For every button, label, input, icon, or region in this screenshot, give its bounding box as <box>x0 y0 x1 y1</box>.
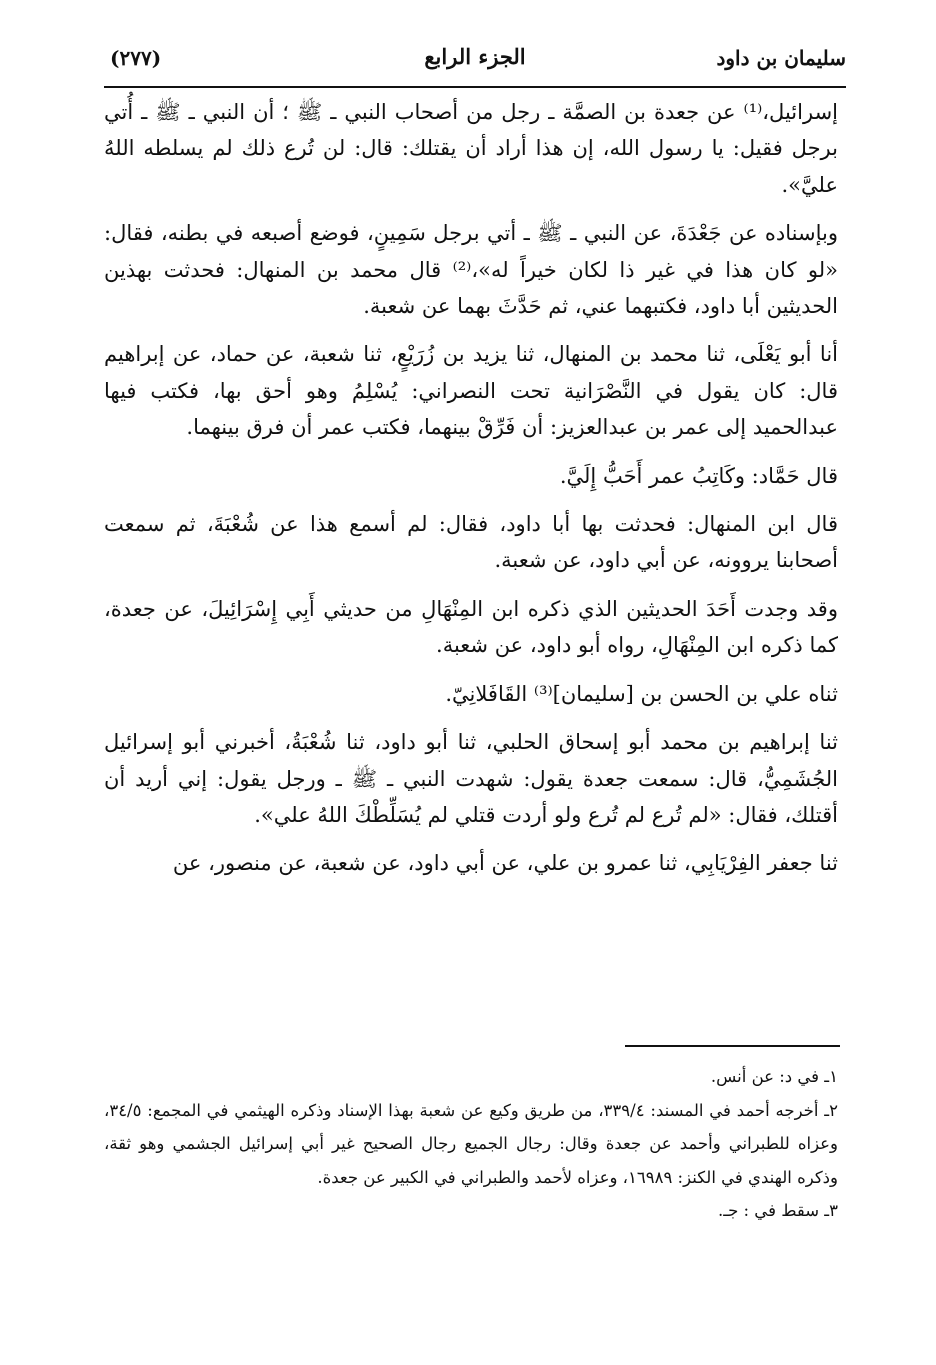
paragraph-7: ثناه علي بن الحسن بن [سليمان]⁽³⁾ القَافَلانِيّ. <box>445 681 838 706</box>
footnote-2: ٢ـ أخرجه أحمد في المسند: ٣٣٩/٤، من طريق وكيع عن شعبة بهذا الإسناد وذكره الهيثمي في المجمع: ٣٤/٥، وعزاه للطبراني وأحمد عن جعدة وقال: رجال الجميع رجال الصحيح غير أبي إسرائيل الجشمي وهو ثقة، وذكره الهندي في الكنز: ١٦٩٨٩، وعزاه لأحمد والطبراني في الكبير عن جعدة. <box>104 1100 838 1187</box>
header-rule <box>104 86 846 88</box>
page-number: (٢٧٧) <box>110 46 162 70</box>
running-head-chapter: سليمان بن داود <box>716 46 846 70</box>
paragraph-1: إسرائيل،⁽¹⁾ عن جعدة بن الصمَّة ـ رجل من أصحاب النبي ـ ﷺ ؛ أن النبي ـ ﷺ ـ أُتي برجل فقيل: يا رسول الله، إن هذا أراد أن يقتلك: قال: لن تُرع ذلك لم يسلطه اللهُ عليَّ». <box>104 100 838 197</box>
main-text <box>104 94 838 892</box>
paragraph-3: أنا أبو يَعْلَى، ثنا محمد بن المنهال، ثنا يزيد بن زُرَيْعٍ، ثنا شعبة، عن حماد، عن إبراهيم قال: كان يقول في النَّصْرَانية تحت النصراني: يُسْلِمُ وهو أحق بها، فكتب فيها عبدالحميد إلى عمر بن عبدالعزيز: أن فَرِّقْ بينهما، فكتب عمر أن فرق بينهما. <box>104 342 838 440</box>
footnote-rule <box>625 1045 840 1047</box>
paragraph-9: ثنا جعفر الفِرْيَابِي، ثنا عمرو بن علي، عن أبي داود، عن شعبة، عن منصور، عن <box>172 851 838 876</box>
paragraph-4: قال حَمَّاد: وكَاتِبُ عمر أَحَبُّ إِلَيَّ. <box>559 463 838 488</box>
paragraph-6: وقد وجدت أَحَدَ الحديثين الذي ذكره ابن المِنْهَالِ من حديثي أَبِي إِسْرَائِيلَ، عن جعدة، كما ذكره ابن المِنْهَالِ، رواه أبو داود، عن شعبة. <box>104 596 838 658</box>
paragraph-2: وبإسناده عن جَعْدَةَ، عن النبي ـ ﷺ ـ أتي برجل سَمِينٍ، فوضع أصبعه في بطنه، فقال: «لو كان هذا في غير ذا لكان خيراً له»،⁽²⁾ قال محمد بن المنهال: فحدثت بهذين الحديثين أبا داود، فكتبهما عني، ثم حَدَّثَ بهما عن شعبة. <box>104 221 838 319</box>
running-head-volume: الجزء الرابع <box>424 44 526 69</box>
footnotes <box>104 1060 838 1228</box>
footnote-1: ١ـ في د: عن أنس. <box>710 1067 838 1086</box>
footnote-3: ٣ـ سقط في : جـ. <box>717 1201 838 1220</box>
page-header <box>104 40 846 82</box>
paragraph-8: ثنا إبراهيم بن محمد أبو إسحاق الحلبي، ثنا أبو داود، ثنا شُعْبَةُ، أخبرني أبو إسرائيل الجُشَمِيُّ، قال: سمعت جعدة يقول: شهدت النبي ـ ﷺ ـ ورجل يقول: إني أريد أن أقتلك، فقال: «لم تُرع لم تُرع ولو أردت قتلي لم يُسَلِّطْكَ اللهُ علي». <box>104 730 838 827</box>
paragraph-5: قال ابن المنهال: فحدثت بها أبا داود، فقال: لم أسمع هذا عن شُعْبَةَ، ثم سمعت أصحابنا يروونه، عن أبي داود، عن شعبة. <box>104 512 838 573</box>
